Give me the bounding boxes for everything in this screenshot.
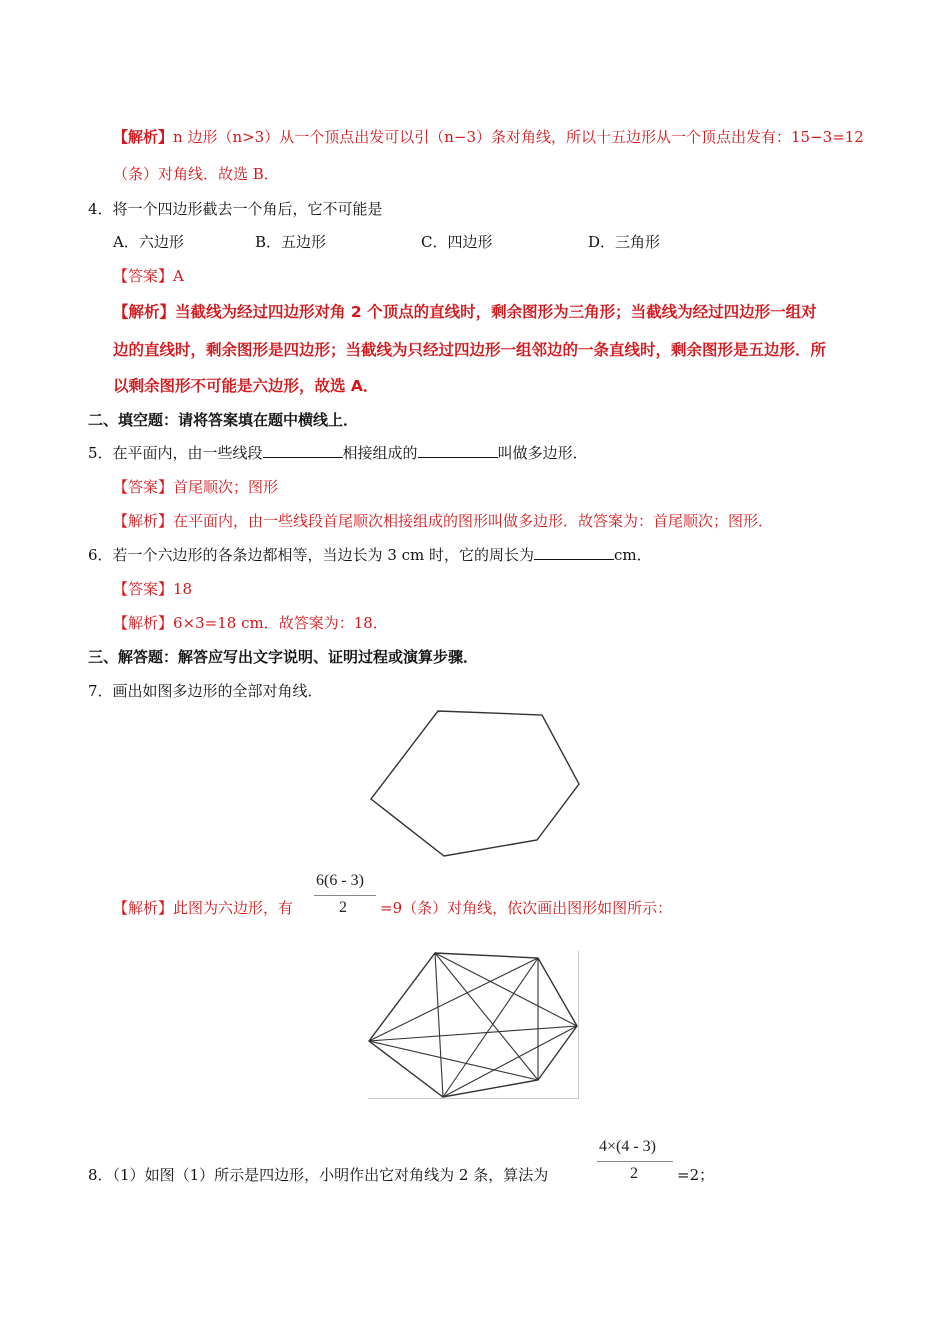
q6-blank[interactable]: [534, 545, 614, 560]
q7-analysis-prefix: [113, 898, 293, 918]
q7-fraction-bar: [314, 895, 376, 896]
q5-analysis-tag: 【解析】: [113, 512, 174, 530]
q6-answer-value: 18: [173, 580, 193, 598]
q4-answer-tag: 【答案】: [113, 267, 174, 285]
q7-fraction-denominator: 2: [339, 899, 347, 916]
q5-stem-a: 5．在平面内，由一些线段: [88, 444, 263, 462]
q4-answer-value: A: [173, 267, 184, 285]
diagonal-1: [435, 953, 577, 1026]
q5-blank-2[interactable]: [418, 443, 498, 458]
q7-stem: 7．画出如图多边形的全部对角线．: [88, 682, 323, 700]
diagonal-5: [443, 958, 538, 1097]
q6-analysis-tag: 【解析】: [113, 614, 174, 632]
q4-choice-a: A．六边形: [113, 233, 184, 251]
diagonal-3: [435, 953, 443, 1097]
q6-answer-tag: 【答案】: [113, 580, 174, 598]
q5-stem-b: 相接组成的: [342, 444, 418, 462]
q5-answer: [113, 477, 278, 497]
q5-analysis-text: 在平面内，由一些线段首尾顺次相接组成的图形叫做多边形．故答案为：首尾顺次；图形．: [173, 512, 774, 530]
q4-choice-b: B．五边形: [255, 233, 327, 251]
q5-answer-tag: 【答案】: [113, 478, 174, 496]
q7-analysis-tag: 【解析】: [113, 899, 174, 917]
figure-frame-bottom: [368, 1098, 579, 1099]
q4-stem: 4．将一个四边形截去一个角后，它不可能是: [88, 200, 383, 218]
q5-stem: [88, 443, 588, 463]
q3-analysis-text1: n 边形（n>3）从一个顶点出发可以引（n−3）条对角线，所以十五边形从一个顶点出发有：15−3=12: [173, 128, 864, 146]
q7-fraction-numerator: 6(6 - 3): [316, 872, 364, 889]
q4-analysis-line3: 以剩余图形不可能是六边形，故选 A．: [113, 377, 379, 395]
section3-title: 三、解答题：解答应写出文字说明、证明过程或演算步骤．: [88, 648, 479, 666]
figure-frame-right: [578, 951, 579, 1099]
q4-choice-c: C．四边形: [421, 233, 493, 251]
diagonal-7: [443, 1026, 577, 1097]
q4-analysis-text1: 当截线为经过四边形对角 2 个顶点的直线时，剩余图形为三角形；当截线为经过四边形一组对: [175, 303, 817, 321]
q8-tail: =2；: [677, 1166, 715, 1184]
q6-analysis: [113, 613, 388, 633]
diagonal-2: [435, 953, 538, 1080]
q6-answer: [113, 579, 192, 599]
q4-choice-d: D．三角形: [588, 233, 661, 251]
q4-answer: [113, 266, 184, 286]
q7-analysis-suffix: =9（条）对角线，依次画出图形如图所示：: [380, 899, 673, 917]
q8-fraction-numerator: 4×(4 - 3): [599, 1138, 657, 1155]
section2-title: 二、填空题：请将答案填在题中横线上．: [88, 411, 359, 429]
q4-analysis-line1: [113, 302, 817, 322]
diagonal-6: [369, 958, 538, 1041]
hexagon-outline: [371, 711, 579, 856]
diagonal-8: [369, 1026, 577, 1041]
q5-answer-value: 首尾顺次；图形: [173, 478, 279, 496]
q8-fraction-denominator: 2: [630, 1165, 638, 1182]
q7-analysis-text-a: 此图为六边形，有: [173, 899, 294, 917]
q8-stem: 8．（1）如图（1）所示是四边形，小明作出它对角线为 2 条，算法为: [88, 1166, 549, 1184]
q5-analysis: [113, 511, 773, 531]
q8-fraction-bar: [597, 1161, 673, 1162]
q3-analysis-line2: （条）对角线．故选 B．: [113, 165, 279, 183]
q6-stem-a: 6．若一个六边形的各条边都相等，当边长为 3 cm 时，它的周长为: [88, 546, 535, 564]
q3-analysis-tag: 【解析】: [113, 128, 174, 146]
q4-analysis-tag: 【解析】: [113, 303, 176, 321]
q3-analysis-line1: [113, 127, 864, 147]
q4-analysis-line2: 边的直线时，剩余图形是四边形；当截线为只经过四边形一组邻边的一条直线时，剩余图形是五边形．所: [113, 341, 827, 359]
q6-stem: [88, 545, 652, 565]
diagonal-9: [369, 1041, 538, 1080]
q6-stem-b: cm．: [614, 546, 652, 564]
hexagon-outline-2: [369, 953, 577, 1097]
q5-blank-1[interactable]: [263, 443, 343, 458]
q6-analysis-text: 6×3=18 cm．故答案为：18．: [173, 614, 388, 632]
q5-stem-c: 叫做多边形．: [497, 444, 588, 462]
